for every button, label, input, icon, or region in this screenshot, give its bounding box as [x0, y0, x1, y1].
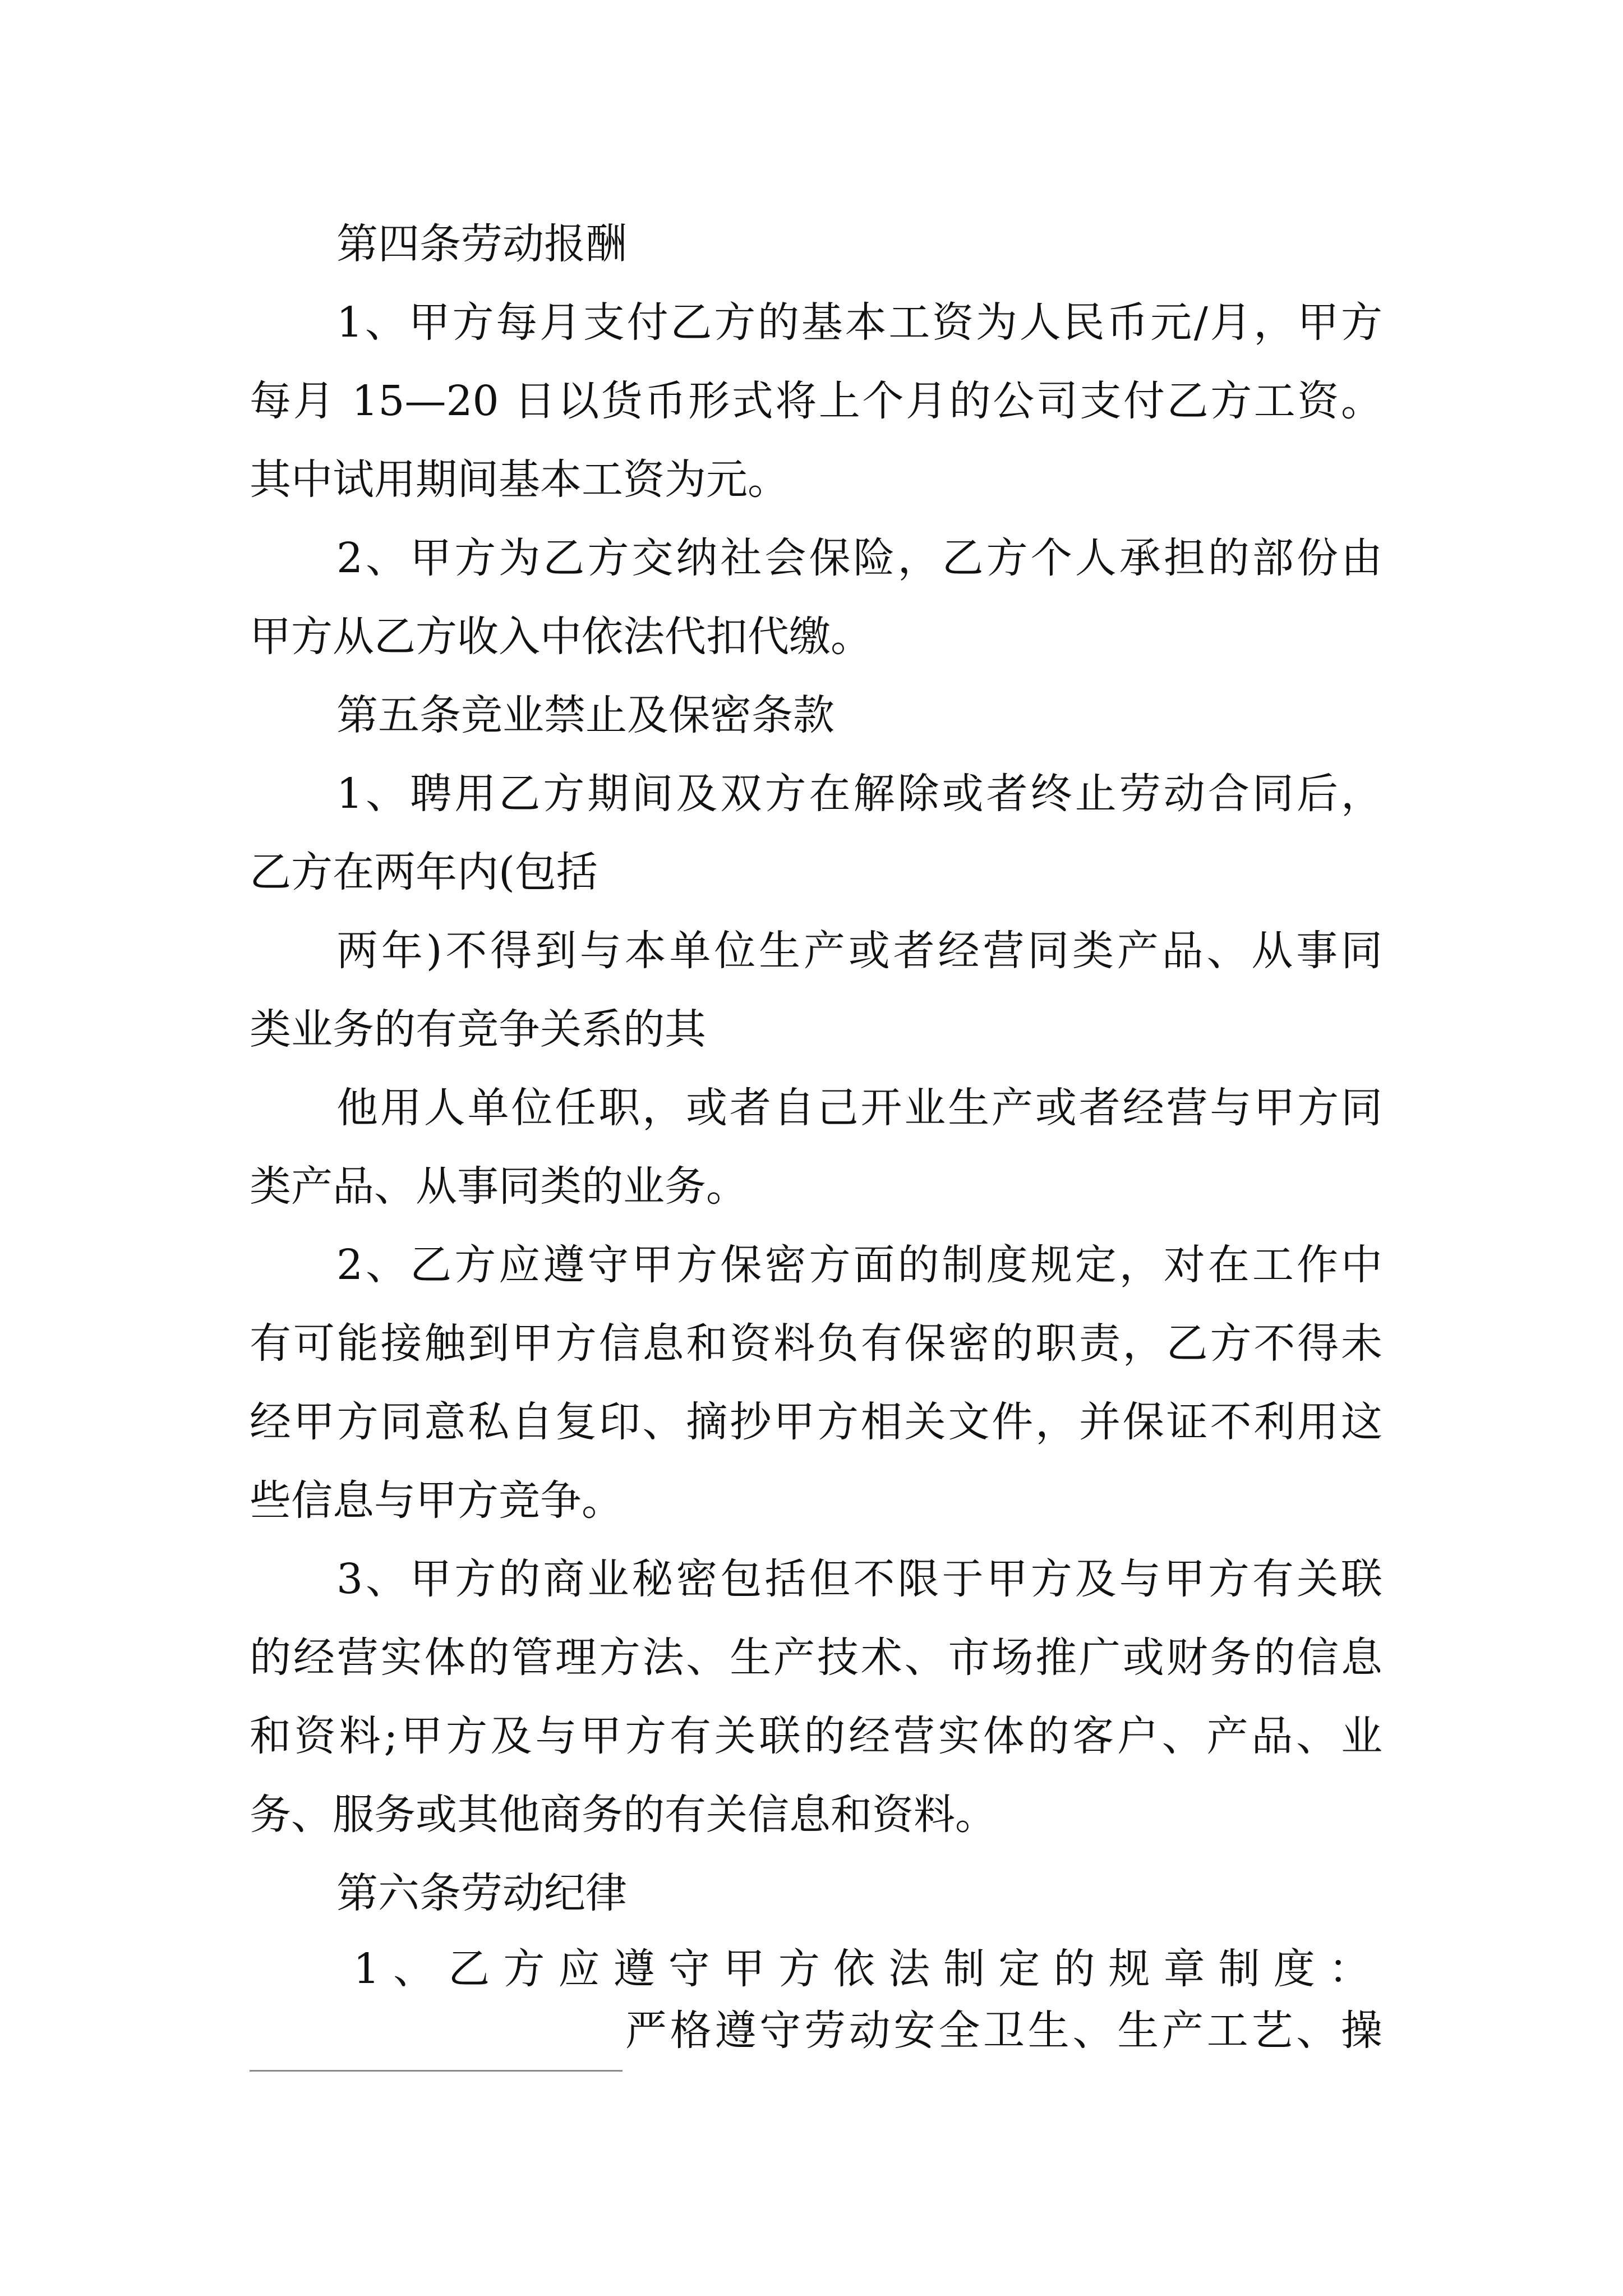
paragraph-line: 的经营实体的管理方法、生产技术、市场推广或财务的信息 [250, 1634, 1382, 1682]
paragraph-line: 类产品、从事同类的业务。 [250, 1162, 748, 1211]
paragraph-line: 他用人单位任职，或者自己开业生产或者经营与甲方同 [336, 1084, 1382, 1132]
paragraph-line: 乙方在两年内(包括 [250, 848, 598, 896]
paragraph-line: 甲方从乙方收入中依法代扣代缴。 [250, 613, 872, 661]
paragraph-line: 每月 15—20 日以货币形式将上个月的公司支付乙方工资。 [250, 377, 1382, 425]
paragraph-line: 1、聘用乙方期间及双方在解除或者终止劳动合同后， [336, 770, 1382, 818]
paragraph-line: 和资料;甲方及与甲方有关联的经营实体的客户、产品、业 [250, 1712, 1382, 1760]
article-4-heading: 第四条劳动报酬 [336, 220, 627, 268]
paragraph-line: 些信息与甲方竞争。 [250, 1476, 623, 1525]
paragraph-line: 有可能接触到甲方信息和资料负有保密的职责，乙方不得未 [250, 1319, 1382, 1368]
paragraph-line: 2、甲方为乙方交纳社会保险，乙方个人承担的部份由 [336, 534, 1382, 582]
paragraph-line: 两年)不得到与本单位生产或者经营同类产品、从事同 [336, 927, 1382, 975]
paragraph-line: 其中试用期间基本工资为元。 [250, 455, 789, 504]
paragraph-line: 类业务的有竞争关系的其 [250, 1005, 706, 1053]
fill-in-blank-line [250, 2070, 623, 2072]
paragraph-line: 经甲方同意私自复印、摘抄甲方相关文件，并保证不利用这 [250, 1398, 1382, 1446]
paragraph-line: 严格遵守劳动安全卫生、生产工艺、操 [625, 2007, 1382, 2055]
paragraph-line: 1、乙方应遵守甲方依法制定的规章制度： [353, 1945, 1382, 1993]
paragraph-line: 3、甲方的商业秘密包括但不限于甲方及与甲方有关联 [336, 1555, 1382, 1603]
article-5-heading: 第五条竞业禁止及保密条款 [336, 691, 834, 739]
article-6-heading: 第六条劳动纪律 [336, 1869, 627, 1917]
paragraph-line: 1、甲方每月支付乙方的基本工资为人民币元/月，甲方 [336, 298, 1382, 347]
paragraph-line: 2、乙方应遵守甲方保密方面的制度规定，对在工作中 [336, 1241, 1382, 1289]
paragraph-line: 务、服务或其他商务的有关信息和资料。 [250, 1791, 997, 1839]
